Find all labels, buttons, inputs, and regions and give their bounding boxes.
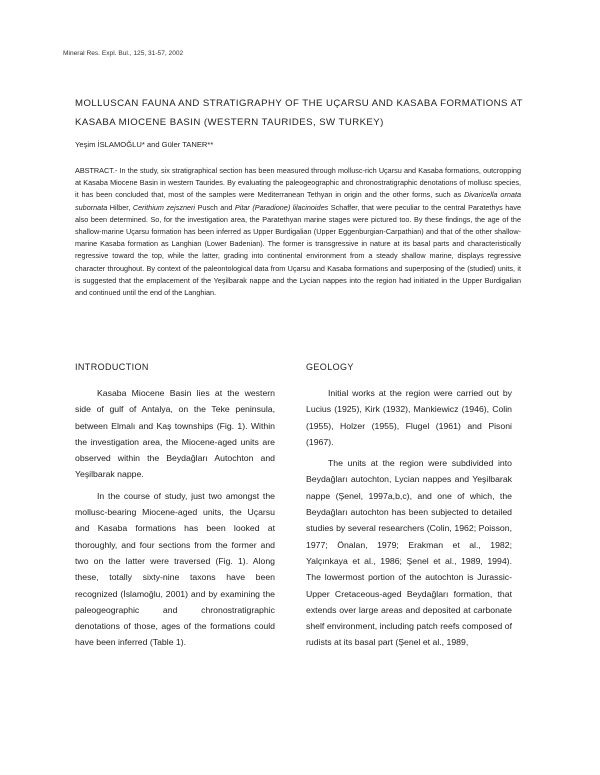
- introduction-paragraph-1: Kasaba Miocene Basin lies at the western side of gulf of Antalya, on the Teke peninsula, between Elmalı and Kaş townships (Fig. 1). Within the investigation area, the Miocene-aged units are observed within the Beydağları Autochton and Yeşilbarak nappe.: [75, 388, 275, 480]
- abstract-taxon-1: Divaricella ornata subornata: [75, 190, 521, 212]
- abstract-text-c: Pusch and: [195, 202, 235, 212]
- abstract-text-d: Schaffer, that were peculiar to the central Paratethys have also been determined. So, for the investigation area, the Paratethyan marine stages were pictured too. By these findings, the age of the shallow-marine Uçarsu formation has been inferred as Upper Burdigalian (Upper Eggenburgian-Carpathian) and that of the other shallow-marine Kasaba formation as Langhian (Lower Badenian). The former is transgressive in nature at its basal parts and characteristically regressive toward the top, while the latter, grading into continental environment from a steady shallow marine, displays regressive character throughout. By context of the paleontological data from Uçarsu and Kasaba formations and superposing of the (studied) units, it is suggested that the emplacement of the Yeşilbarak nappe and the Lycian nappes into the region had initiated in the Upper Burdigalian and continued until the end of the Langhian.: [75, 202, 521, 298]
- geology-paragraph-2: The units at the region were subdivided into Beydağları autochton, Lycian nappes and Yeşilbarak nappe (Şenel, 1997a,b,c), and one of which, the Beydağları autochton has been subjected to detailed studies by several researchers (Colin, 1962; Poisson, 1977; Önalan, 1979; Erakman et al., 1982; Yalçınkaya et al., 1986; Şenel et al., 1989, 1994). The lowermost portion of the autochton is Jurassic-Upper Cretaceous-aged Beydağları formation, that extends over large areas and deposited at carbonate shelf environment, including patch reefs composed of rudists at its basal part (Şenel et al., 1989,: [306, 458, 512, 648]
- geology-heading: GEOLOGY: [306, 362, 354, 372]
- introduction-heading: INTRODUCTION: [75, 362, 149, 372]
- authors: Yeşim İSLAMOĞLU* and Güler TANER**: [75, 140, 214, 149]
- journal-citation: Mineral Res. Expl. Bul., 125, 31-57, 2002: [63, 50, 184, 57]
- paper-title: MOLLUSCAN FAUNA AND STRATIGRAPHY OF THE UÇARSU AND KASABA FORMATIONS AT KASABA MIOCENE BASIN (WESTERN TAURIDES, SW TURKEY): [75, 98, 523, 128]
- abstract-lead: ABSTRACT.-: [75, 166, 118, 175]
- abstract: [75, 165, 521, 299]
- abstract-taxon-3: Pitar (Paradione) lilacinoides: [234, 202, 329, 212]
- abstract-taxon-2: Cerithium zejszneri: [132, 202, 196, 212]
- abstract-text-b: Hilber,: [107, 202, 133, 212]
- introduction-paragraph-2: In the course of study, just two amongst the mollusc-bearing Miocene-aged units, the Uçarsu and Kasaba formations has been looked at thoroughly, and four sections from the former and two on the latter were traversed (Fig. 1). Along these, totally sixty-nine taxons have been recognized (İslamoğlu, 2001) and by examining the paleogeographic and chronostratigraphic denotations of those, ages of the formations could have been inferred (Table 1).: [75, 490, 275, 648]
- geology-column: [306, 362, 512, 656]
- abstract-text-a: In the study, six stratigraphical section has been measured through mollusc-rich Uçarsu and Kasaba formations, outcropping at Kasaba Miocene Basin in western Taurides. By evaluating the paleogeographic and chronostratigraphic denotations of mollusc species, it has been concluded that, most of the samples were Mediterranean Tethyan in origin and the other forms, such as: [75, 166, 521, 200]
- geology-paragraph-1: Initial works at the region were carried out by Lucius (1925), Kirk (1932), Mankiewicz (1946), Colin (1955), Holzer (1955), Flugel (1961) and Pisoni (1967).: [306, 388, 512, 447]
- introduction-column: [75, 362, 275, 656]
